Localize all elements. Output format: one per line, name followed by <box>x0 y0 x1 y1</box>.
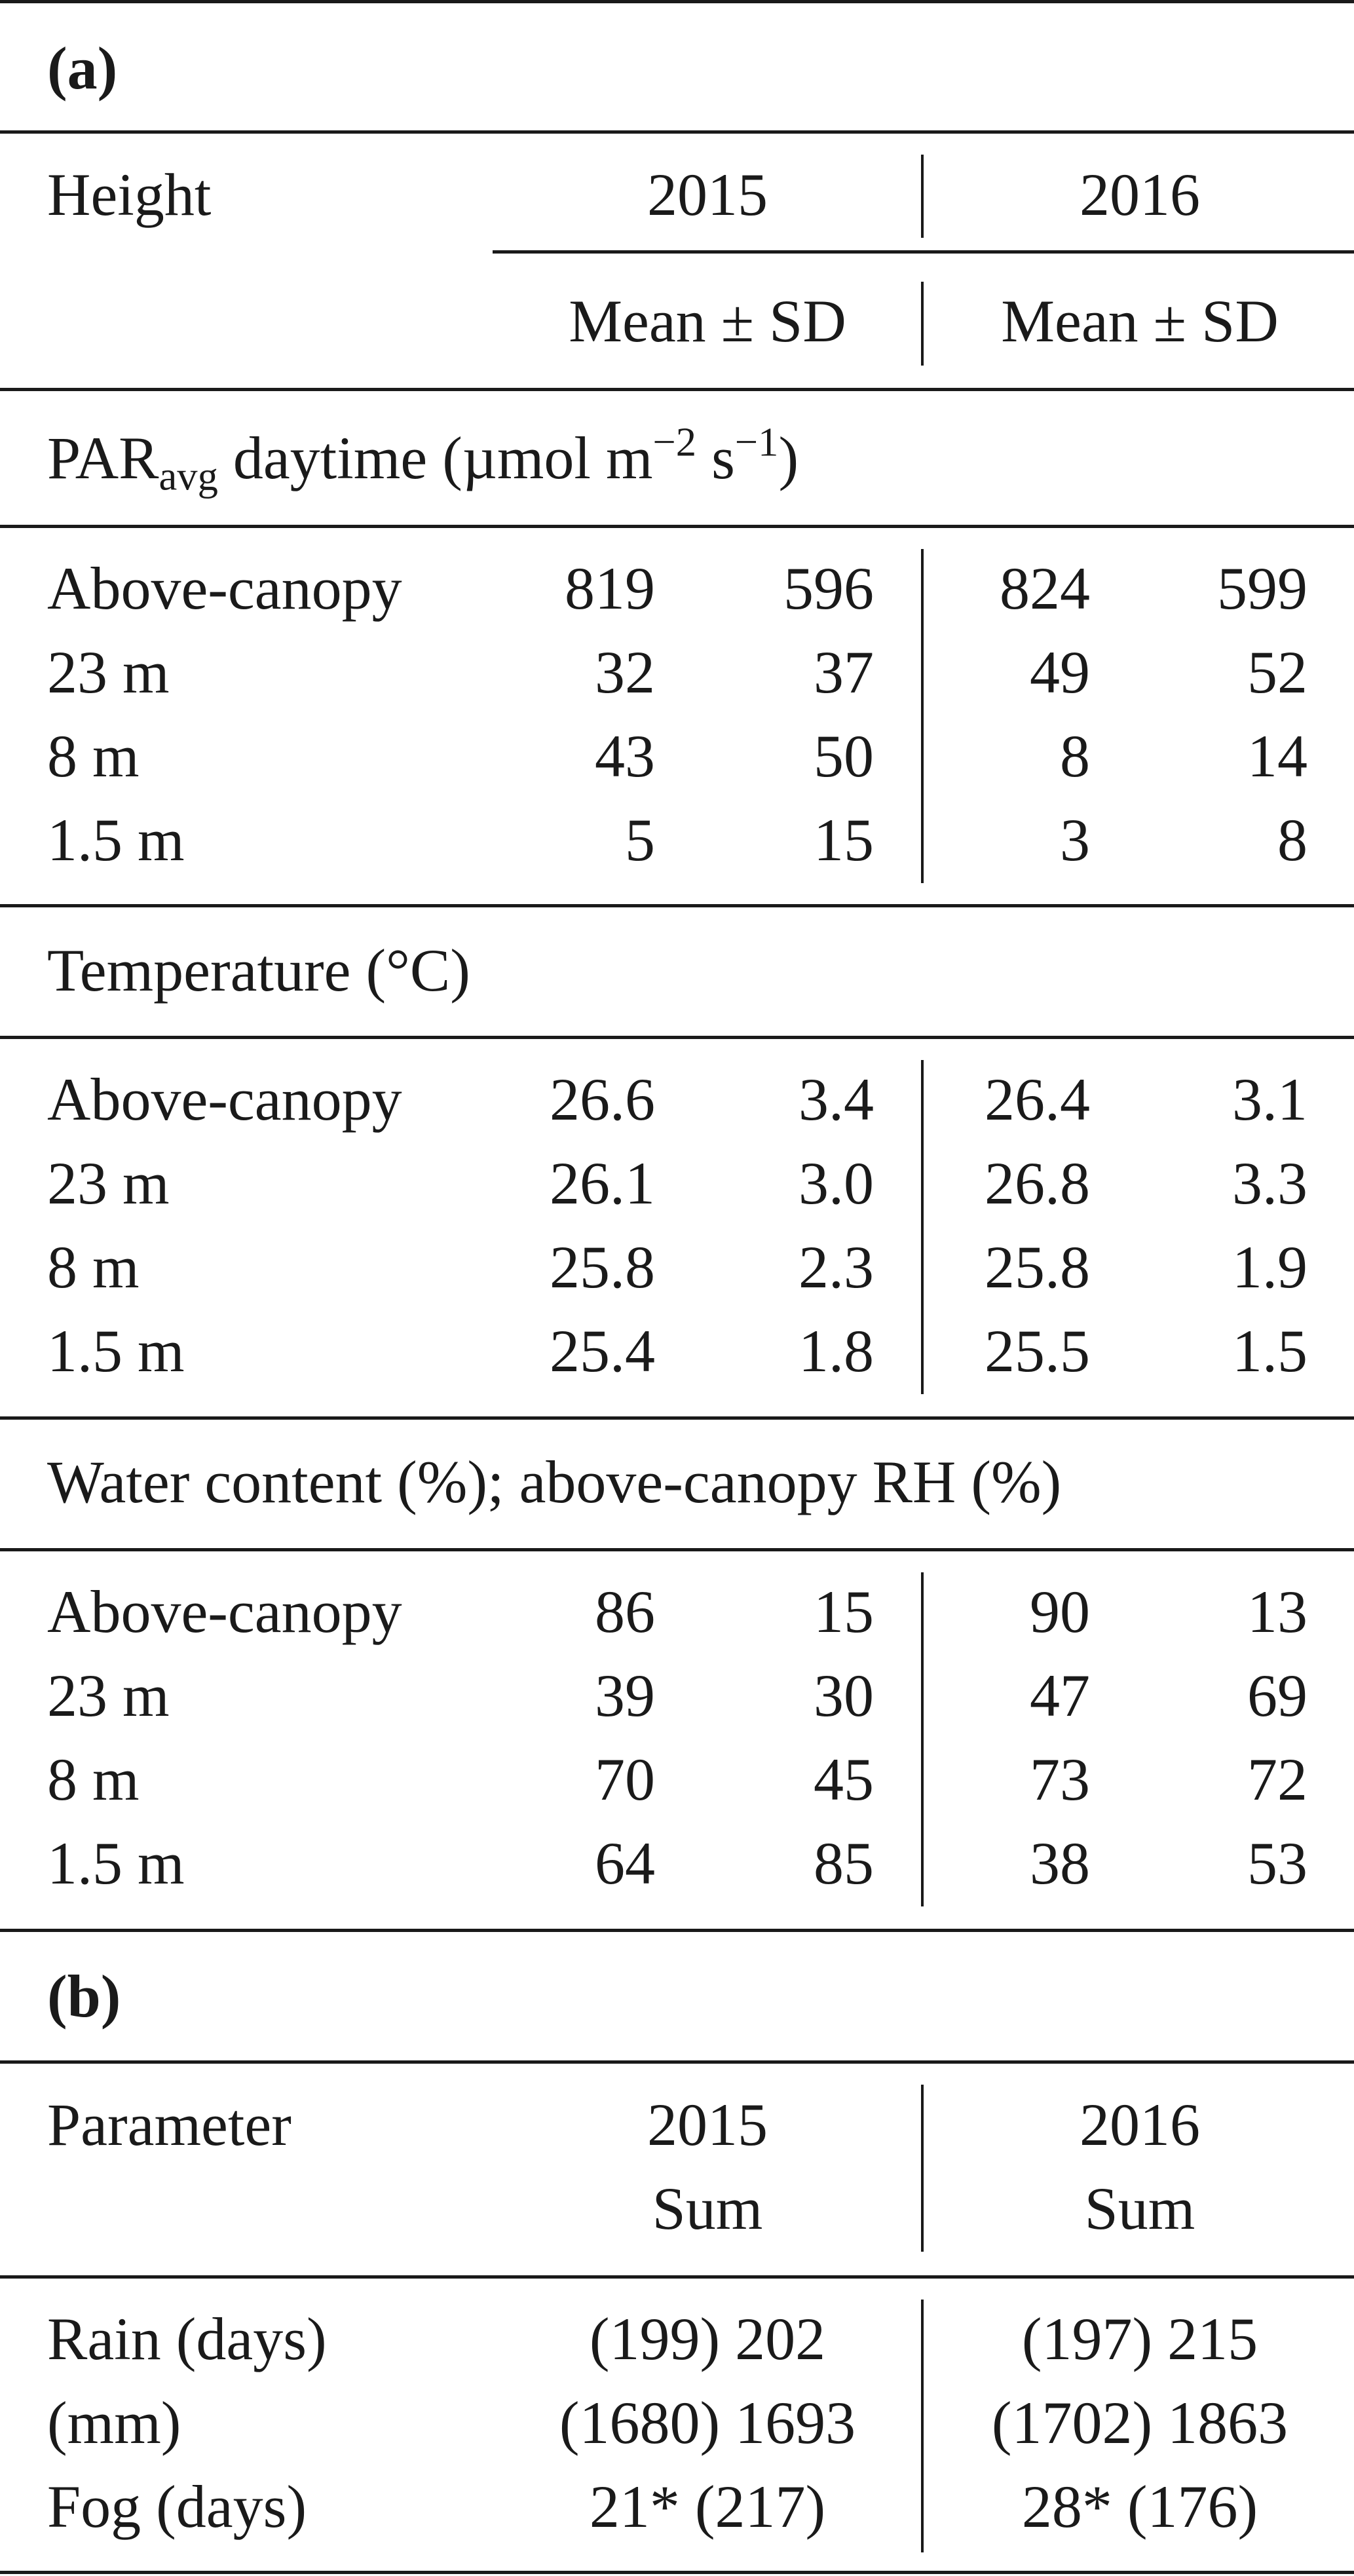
mean-2015: 43 <box>595 723 655 789</box>
mean-2016: 824 <box>1000 555 1090 622</box>
mean-2015: 25.4 <box>550 1317 655 1384</box>
sd-2015: 15 <box>814 806 874 873</box>
mean-2015: 819 <box>565 555 655 622</box>
rule-b-label <box>0 2060 1354 2064</box>
par-title-mid2: s <box>696 425 735 491</box>
sd-2015: 15 <box>814 1578 874 1645</box>
row-height: 8 m <box>47 723 140 789</box>
mean-2015: 5 <box>625 806 655 873</box>
part-b-label: (b) <box>47 1963 121 2030</box>
rule-temp-end <box>0 1416 1354 1420</box>
rule-temp-title <box>0 1036 1354 1039</box>
row-height: 8 m <box>47 1234 140 1300</box>
sum-2016: 28* (176) <box>1021 2473 1258 2540</box>
sd-2015: 30 <box>814 1662 874 1729</box>
section-title-temperature: Temperature (°C) <box>47 937 470 1004</box>
mean-2016: 25.8 <box>985 1234 1090 1300</box>
sd-2016: 3.3 <box>1232 1150 1307 1217</box>
rule-top <box>0 0 1354 3</box>
row-height: Above-canopy <box>47 1578 402 1645</box>
sd-2016: 3.1 <box>1232 1066 1307 1133</box>
mean-2016: 8 <box>1060 723 1090 789</box>
mean-2016: 49 <box>1030 639 1090 706</box>
sd-2015: 37 <box>814 639 874 706</box>
row-height: 1.5 m <box>47 1317 185 1384</box>
row-parameter: Rain (days) <box>47 2305 327 2372</box>
vrule-header-stat <box>921 282 924 366</box>
rule-water-title <box>0 1548 1354 1551</box>
header-year-2015: 2015 <box>647 161 768 228</box>
header-stat-2016: Mean ± SD <box>1001 288 1279 354</box>
mean-2015: 86 <box>595 1578 655 1645</box>
b-header-sum-2015: Sum <box>652 2175 763 2242</box>
mean-2016: 38 <box>1030 1830 1090 1897</box>
mean-2016: 47 <box>1030 1662 1090 1729</box>
rule-bottom <box>0 2571 1354 2574</box>
row-height: 23 m <box>47 639 170 706</box>
section-title-water-content: Water content (%); above-canopy RH (%) <box>47 1449 1062 1515</box>
par-title-end: ) <box>778 425 799 491</box>
row-height: 1.5 m <box>47 1830 185 1897</box>
row-height: Above-canopy <box>47 1066 402 1133</box>
par-title-sup1: −2 <box>652 419 697 465</box>
mean-2015: 70 <box>595 1746 655 1813</box>
sd-2015: 3.4 <box>799 1066 874 1133</box>
sd-2016: 1.9 <box>1232 1234 1307 1300</box>
b-header-sum-2016: Sum <box>1084 2175 1195 2242</box>
sd-2015: 596 <box>783 555 874 622</box>
sd-2015: 3.0 <box>799 1150 874 1217</box>
sd-2015: 85 <box>814 1830 874 1897</box>
mean-2015: 64 <box>595 1830 655 1897</box>
rule-water-end <box>0 1929 1354 1932</box>
mean-2016: 26.4 <box>985 1066 1090 1133</box>
rule-header-mid <box>493 250 1354 254</box>
sd-2016: 72 <box>1247 1746 1307 1813</box>
par-title-main: PAR <box>47 425 159 491</box>
sd-2016: 69 <box>1247 1662 1307 1729</box>
sd-2016: 599 <box>1217 555 1307 622</box>
rule-a-label <box>0 130 1354 134</box>
par-title-sup2: −1 <box>734 419 779 465</box>
b-header-year-2015: 2015 <box>647 2091 768 2158</box>
sd-2015: 1.8 <box>799 1317 874 1384</box>
row-height: 23 m <box>47 1150 170 1217</box>
mean-2015: 32 <box>595 639 655 706</box>
sd-2016: 14 <box>1247 723 1307 789</box>
mean-2016: 25.5 <box>985 1317 1090 1384</box>
header-parameter: Parameter <box>47 2091 291 2158</box>
vrule-b-body <box>921 2300 924 2552</box>
row-height: 1.5 m <box>47 806 185 873</box>
mean-2016: 26.8 <box>985 1150 1090 1217</box>
par-title-sub: avg <box>159 453 218 499</box>
sd-2016: 53 <box>1247 1830 1307 1897</box>
sd-2016: 8 <box>1277 806 1307 873</box>
sum-2016: (197) 215 <box>1021 2305 1258 2372</box>
mean-2015: 39 <box>595 1662 655 1729</box>
header-stat-2015: Mean ± SD <box>569 288 846 354</box>
sd-2016: 52 <box>1247 639 1307 706</box>
vrule-b-header <box>921 2085 924 2252</box>
row-height: 8 m <box>47 1746 140 1813</box>
mean-2016: 3 <box>1060 806 1090 873</box>
mean-2015: 25.8 <box>550 1234 655 1300</box>
header-year-2016: 2016 <box>1080 161 1200 228</box>
row-parameter: Fog (days) <box>47 2473 307 2540</box>
mean-2016: 90 <box>1030 1578 1090 1645</box>
rule-header-bottom <box>0 388 1354 391</box>
mean-2016: 73 <box>1030 1746 1090 1813</box>
row-parameter: (mm) <box>47 2389 181 2456</box>
sd-2016: 1.5 <box>1232 1317 1307 1384</box>
header-height: Height <box>47 161 212 228</box>
sd-2015: 45 <box>814 1746 874 1813</box>
part-a-label: (a) <box>47 35 118 102</box>
sd-2015: 50 <box>814 723 874 789</box>
b-header-year-2016: 2016 <box>1080 2091 1200 2158</box>
rule-b-header <box>0 2275 1354 2279</box>
mean-2015: 26.6 <box>550 1066 655 1133</box>
sum-2015: 21* (217) <box>589 2473 826 2540</box>
rule-par-end <box>0 904 1354 907</box>
par-title-mid: daytime (µmol m <box>217 425 653 491</box>
section-title-par <box>47 419 799 499</box>
row-height: 23 m <box>47 1662 170 1729</box>
vrule-header-year <box>921 155 924 238</box>
sum-2016: (1702) 1863 <box>991 2389 1288 2456</box>
mean-2015: 26.1 <box>550 1150 655 1217</box>
sum-2015: (199) 202 <box>589 2305 826 2372</box>
rule-par-title <box>0 525 1354 528</box>
sd-2016: 13 <box>1247 1578 1307 1645</box>
sd-2015: 2.3 <box>799 1234 874 1300</box>
sum-2015: (1680) 1693 <box>559 2389 856 2456</box>
row-height: Above-canopy <box>47 555 402 622</box>
